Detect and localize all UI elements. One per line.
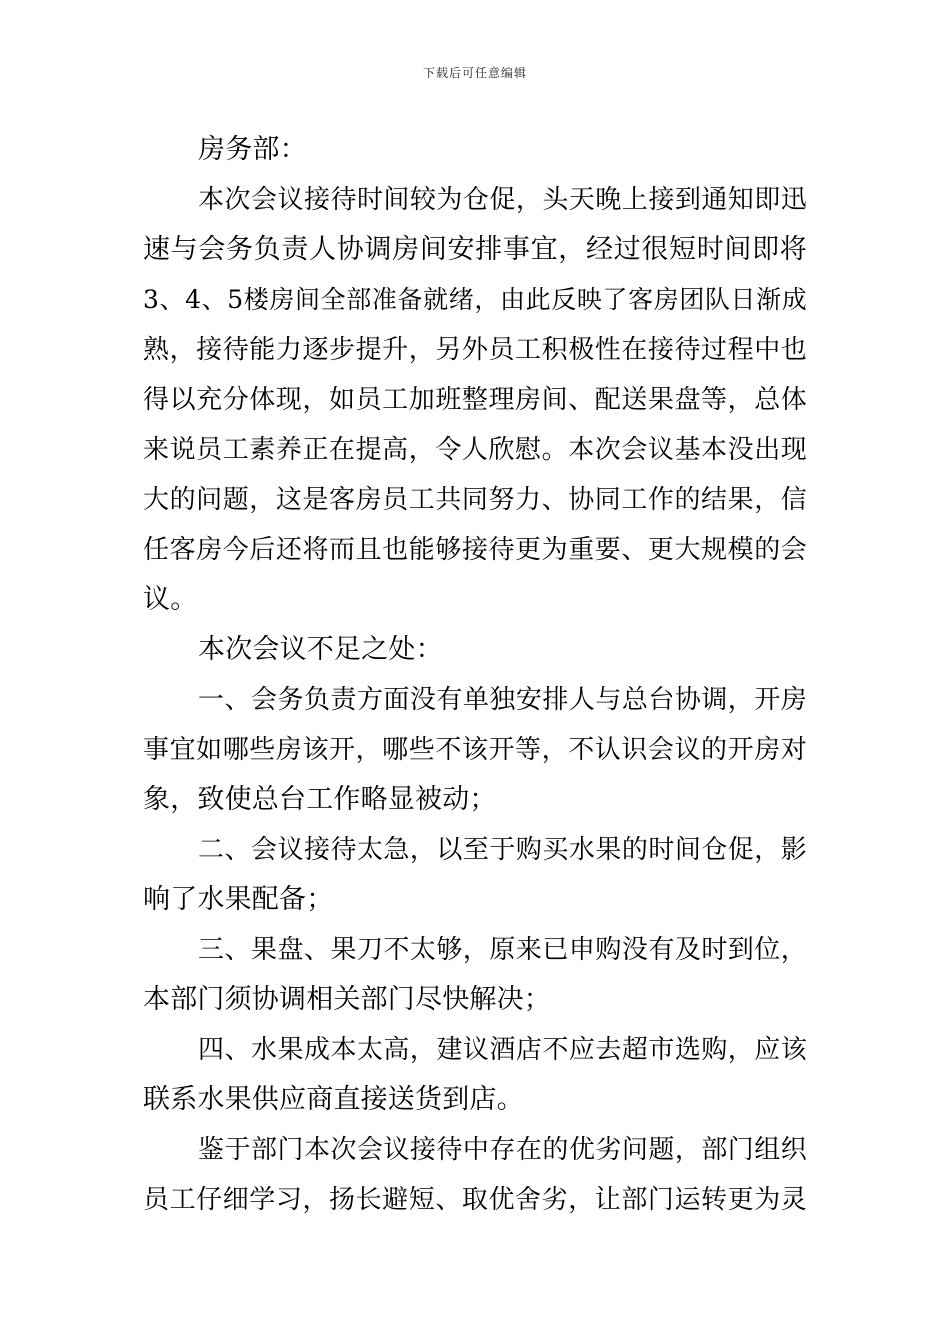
text-line: 四、水果成本太高，建议酒店不应去超市选购，应该 <box>198 1035 807 1065</box>
text-line: 联系水果供应商直接送货到店。 <box>143 1084 524 1115</box>
text-line: 象，致使总台工作略显被动； <box>143 784 497 815</box>
text-line: 本次会议接待时间较为仓促，头天晚上接到通知即迅 <box>198 185 807 215</box>
text-line: 三、果盘、果刀不太够，原来已申购没有及时到位， <box>198 935 807 965</box>
text-line: 员工仔细学习，扬长避短、取优舍劣，让部门运转更为灵 <box>143 1185 807 1215</box>
text-line: 任客房今后还将而且也能够接待更为重要、更大规模的会 <box>143 535 807 565</box>
text-line: 速与会务负责人协调房间安排事宜，经过很短时间即将 <box>143 234 807 265</box>
section-heading: 本次会议不足之处： <box>198 634 443 665</box>
text-line: 熟，接待能力逐步提升，另外员工积极性在接待过程中也 <box>143 335 807 365</box>
text-line: 响了水果配备； <box>143 884 334 915</box>
section-heading: 房务部： <box>198 134 307 165</box>
page-header-note: 下载后可任意编辑 <box>422 66 527 80</box>
text-line: 鉴于部门本次会议接待中存在的优劣问题，部门组织 <box>198 1135 807 1165</box>
text-line: 议。 <box>143 584 198 615</box>
text-line: 来说员工素养正在提高，令人欣慰。本次会议基本没出现 <box>143 435 807 465</box>
text-line: 一、会务负责方面没有单独安排人与总台协调，开房 <box>198 685 807 715</box>
text-line: 事宜如哪些房该开，哪些不该开等，不认识会议的开房对 <box>143 735 807 765</box>
text-line: 大的问题，这是客房员工共同努力、协同工作的结果，信 <box>143 485 807 515</box>
text-line: 得以充分体现，如员工加班整理房间、配送果盘等，总体 <box>143 385 807 415</box>
text-line: 本部门须协调相关部门尽快解决； <box>143 984 551 1015</box>
text-line: 二、会议接待太急，以至于购买水果的时间仓促，影 <box>198 835 807 865</box>
text-line: 3、4、5楼房间全部准备就绪，由此反映了客房团队日渐成 <box>143 285 807 314</box>
